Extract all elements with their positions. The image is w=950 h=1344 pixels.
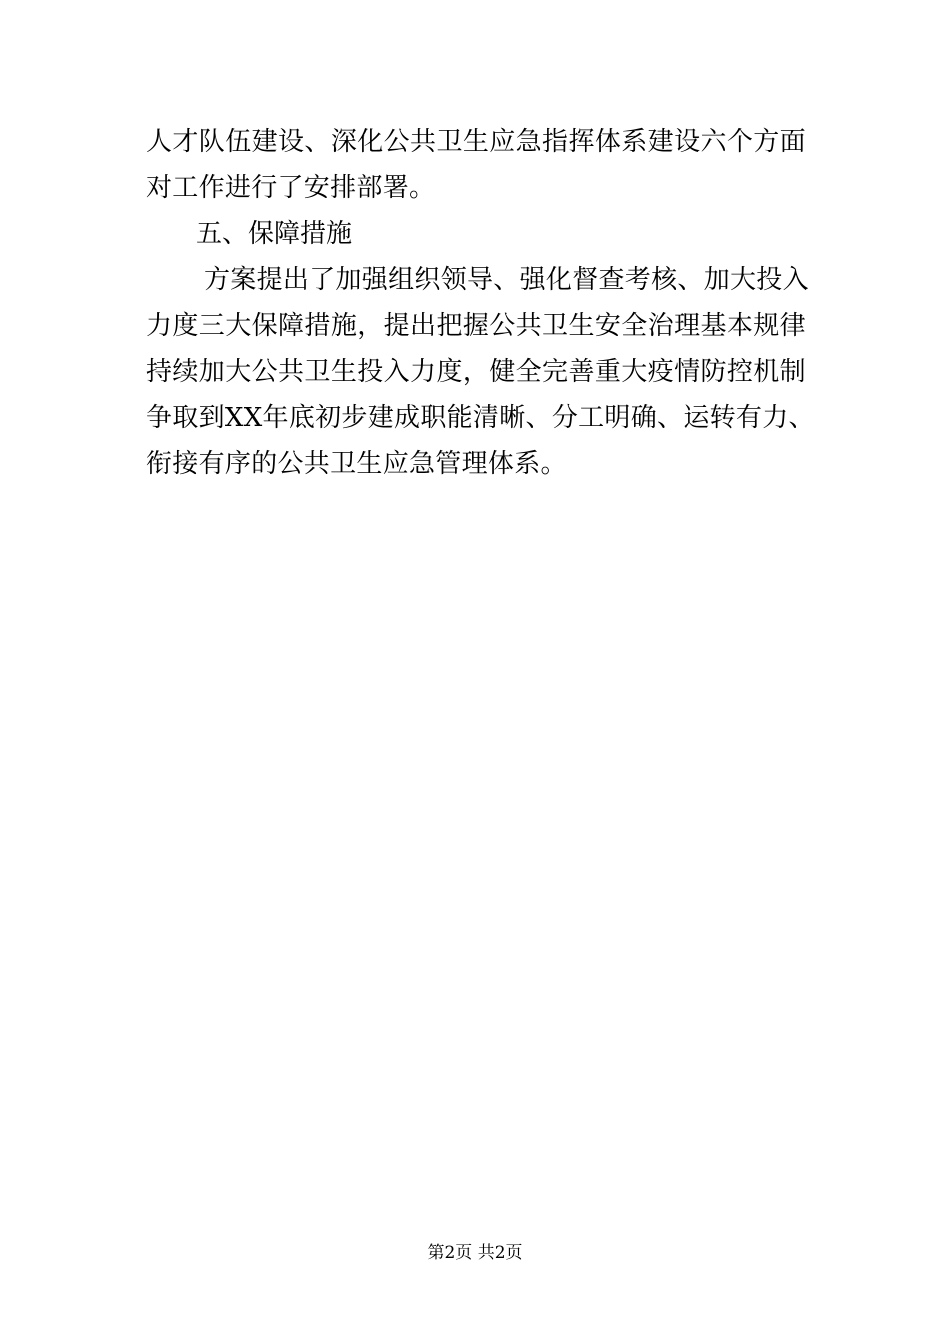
body-text-line: 对工作进行了安排部署。 bbox=[146, 173, 436, 203]
paragraph-line: 争取到XX年底初步建成职能清晰、分工明确、运转有力、 bbox=[146, 403, 815, 433]
paragraph-line: 持续加大公共卫生投入力度，健全完善重大疫情防控机制 bbox=[146, 357, 806, 387]
paragraph-line: 力度三大保障措施，提出把握公共卫生安全治理基本规律 bbox=[146, 311, 806, 341]
paragraph-line-first bbox=[204, 264, 809, 296]
body-text-line: 人才队伍建设、深化公共卫生应急指挥体系建设六个方面 bbox=[146, 127, 806, 157]
paragraph-line: 衔接有序的公共卫生应急管理体系。 bbox=[146, 449, 567, 479]
section-heading: 五、保障措施 bbox=[196, 219, 353, 249]
page-number-footer: 第2页 共2页 bbox=[427, 1243, 523, 1263]
paragraph-line-text: 方案提出了加强组织领导、强化督查考核、加大投入 bbox=[204, 265, 809, 295]
